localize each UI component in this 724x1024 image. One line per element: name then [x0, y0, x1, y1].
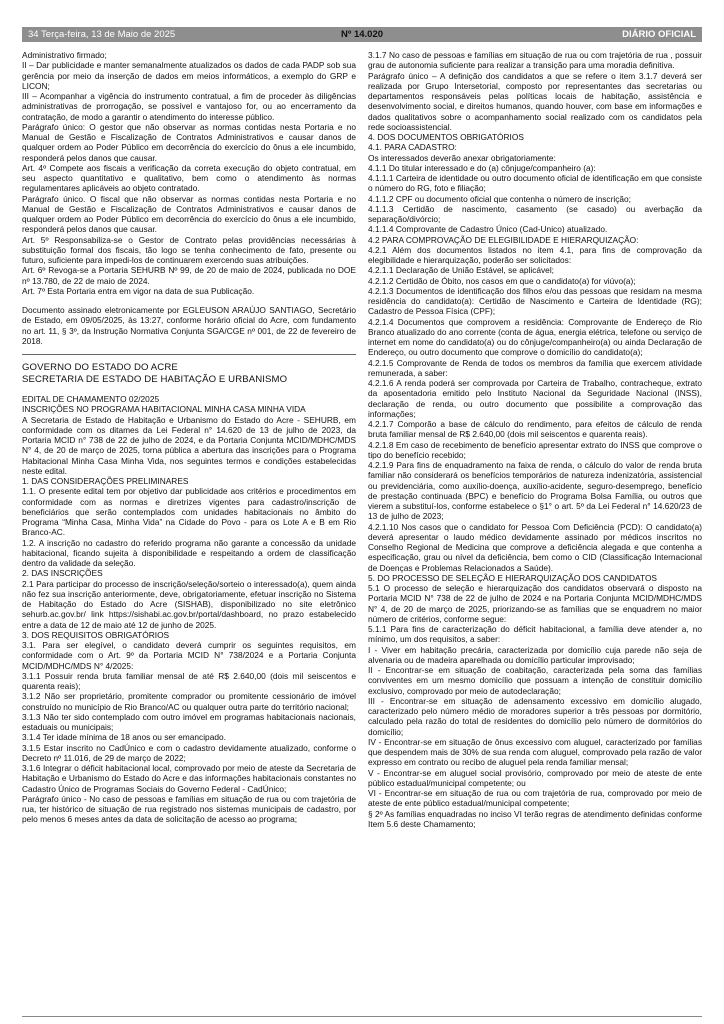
- paragraph: 3.1.6 Integrar o déficit habitacional local, comprovado por meio de ateste da Secretaria de Habitação e Urbanismo do Estado do Acre e das informações habitacionais constantes no Cadastro Único de Programas Sociais do Governo Federal - CadÚnico;: [22, 763, 356, 794]
- paragraph: 4.1.1.1 Carteira de identidade ou outro documento oficial de identificação em que consiste o número do RG, foto e filiação;: [368, 173, 702, 194]
- section-heading: 2. DAS INSCRIÇÕES: [22, 568, 103, 579]
- paragraph: 1.2. A inscrição no cadastro do referido programa não garante a concessão da unidade habitacional, ficando sujeita à disponibilidade e respeitando a ordem de classificação dentro da validade da seleção.: [22, 537, 356, 568]
- paragraph: 3.1.5 Estar inscrito no CadÚnico e com o cadastro devidamente atualizado, conforme o Decreto nº 11.016, de 29 de março de 2022;: [22, 742, 356, 763]
- paragraph: 3.1.2 Não ser proprietário, promitente comprador ou promitente cessionário de imóvel construído no município de Rio Branco/AC ou qualquer outra parte do território nacional;: [22, 691, 356, 712]
- paragraph: 3.1.1 Possuir renda bruta familiar mensal de até R$ 2.640,00 (dois mil seiscentos e quarenta reais);: [22, 670, 356, 691]
- edition-number: Nº 14.020: [340, 29, 384, 40]
- paragraph: 1.1. O presente edital tem por objetivo dar publicidade aos critérios e procedimentos em conformidade com as normas e diretrizes vigentes para cadastro/inscrição de beneficiários que serão contemplados com unidades habitacionais no âmbito do Programa “Minha Casa, Minha Vida” na Cidade do Povo - para os Lote A e B em Rio Branco-AC.: [22, 486, 356, 538]
- paragraph: 4.2.1 Além dos documentos listados no item 4.1, para fins de comprovação da elegibilidade e hierarquização, poderão ser solicitados:: [368, 244, 702, 265]
- section-heading: 1. DAS CONSIDERAÇÕES PRELIMINARES: [22, 476, 189, 486]
- edital-subtitle: INSCRIÇÕES NO PROGRAMA HABITACIONAL MINHA CASA MINHA VIDA: [22, 404, 306, 415]
- paragraph: 4.1.1.3 Certidão de nascimento, casamento (se casado) ou averbação da separação/divórcio;: [368, 203, 702, 224]
- paragraph: Parágrafo único. O fiscal que não observar as normas contidas nesta Portaria e no Manual de Gestão e Fiscalização de Contratos Administrativos e causar danos de qualquer ordem ao Poder Público em decorrência do exercício do ônus a ele incumbido, responderá pelos danos que causar.: [22, 193, 356, 235]
- paragraph: 4.2.1.6 A renda poderá ser comprovada por Carteira de Trabalho, contracheque, extrato da aposentadoria emitido pelo Instituto Nacional da Seguridade Nacional (INSS), declaração de renda, ou outro documento que possibilite a comprovação das informações;: [368, 378, 702, 419]
- paragraph: III - Encontrar-se em situação de adensamento excessivo em domicílio alugado, caracterizado pelo número médio de moradores superior a três pessoas por dormitório, calculado pela razão do total de residentes do domicílio pelo número de dormitórios do domicílio;: [368, 695, 702, 737]
- paragraph: 4.2.1.9 Para fins de enquadramento na faixa de renda, o cálculo do valor de renda bruta familiar não considerará os benefícios temporários de natureza indenizatória, assistencial ou previdenciária, como auxílio-doença, auxílio-acidente, seguro-desemprego, benefício de prestação continuada (BPC) e benefício do Programa Bolsa Família, ou outros que vierem a substituí-los, conforme estabelece o §1° o art. 5º da Lei Federal n° 14.620/23 de 13 de julho de 2023;: [368, 460, 702, 522]
- edital-title: EDITAL DE CHAMAMENTO 02/2025: [22, 394, 160, 404]
- paragraph: 4.2.1.7 Comporão a base de cálculo do rendimento, para efeitos de cálculo de renda bruta familiar mensal de R$ 2.640,00 (dois mil seiscentos e quarenta reais).: [368, 419, 702, 440]
- paragraph: 4.2.1.10 Nos casos que o candidato for Pessoa Com Deficiência (PCD): O candidato(a) deverá apresentar o laudo médico devidamente assinado por médicos inscritos no Conselho Regional de Medicina que comprove a deficiência alegada e que contenha a especificação, grau ou nível da deficiência, bem como o CID (Classificação Internacional de Doenças e Problemas Relacionados a Saúde).: [368, 521, 702, 573]
- paragraph: Art. 4º Compete aos fiscais a verificação da correta execução do objeto contratual, em seu aspecto quantitativo e qualitativo, bem como o atendimento às normas regulamentares aplicáveis ao objeto contratado.: [22, 162, 356, 194]
- page-header: [22, 27, 702, 42]
- paragraph: 3.1.7 No caso de pessoas e famílias em situação de rua ou com trajetória de rua , possuir grau de autonomia suficiente para realizar a transição para uma moradia definitiva.: [368, 50, 702, 71]
- paragraph: I - Viver em habitação precária, caracterizada por domicílio cuja parede não seja de alvenaria ou de madeira aparelhada ou domicílio particular improvisado;: [368, 644, 702, 665]
- paragraph: 4.1.1.4 Comprovante de Cadastro Único (Cad-Unico) atualizado.: [368, 224, 608, 235]
- paragraph: III – Acompanhar a vigência do instrumento contratual, a fim de proceder às diligências administrativas de prorrogação, se possível e vantajoso for, ou ao encerramento da contratação, de modo a garantir o atendimento do interesse público.: [22, 91, 356, 122]
- portaria-text: [22, 50, 356, 296]
- subsection-heading: 4.2 PARA COMPROVAÇÃO DE ELEGIBILIDADE E HIERARQUIZAÇÃO:: [368, 234, 639, 245]
- section-heading: 3. DOS REQUISITOS OBRIGATÓRIOS: [22, 629, 170, 640]
- paragraph: 3.1.4 Ter idade mínima de 18 anos ou ser emancipado.: [22, 732, 226, 743]
- paragraph: 4.2.1.1 Declaração de União Estável, se aplicável;: [368, 265, 554, 276]
- paragraph: Art. 6º Revoga-se a Portaria SEHURB Nº 99, de 20 de maio de 2024, publicada no DOE nº 13.780, de 22 de maio de 2024.: [22, 265, 356, 286]
- paragraph: Art. 5º Responsabiliza-se o Gestor de Contrato pelas providências necessárias à substituição formal dos fiscais, tão logo se tenha conhecimento de fato, presente ou futuro, suficiente para impedi-los de continuarem exercendo suas atribuições.: [22, 234, 356, 265]
- left-column: [22, 50, 356, 1012]
- page-date: 34 Terça-feira, 13 de Maio de 2025: [28, 29, 176, 40]
- signature-text: Documento assinado eletronicamente por EGLEUSON ARAÚJO SANTIAGO, Secretário de Estado, em 09/05/2025, às 13:27, conforme horário oficial do Acre, com fundamento no art. 11, § 3º, da Instrução Normativa Conjunta SGA/CGE nº 001, de 22 de fevereiro de 2018.: [22, 305, 356, 346]
- publication-title: DIÁRIO OFICIAL: [622, 29, 696, 40]
- paragraph: 4.1.1 Do titular interessado e do (a) cônjuge/companheiro (a):: [368, 162, 596, 173]
- section-heading: 4. DOS DOCUMENTOS OBRIGATÓRIOS: [368, 132, 524, 142]
- section-divider: [22, 354, 356, 355]
- paragraph: Parágrafo único - No caso de pessoas e famílias em situação de rua ou com trajetória de rua, ter histórico de situação de rua registrado nos sistemas municipais de cadastro, por pelo menos 6 meses antes da data de solicitação de acesso ao programa;: [22, 793, 356, 825]
- paragraph: Os interessados deverão anexar obrigatoriamente:: [368, 152, 556, 163]
- paragraph: 4.2.1.4 Documentos que comprovem a residência: Comprovante de Endereço de Rio Branco atualizado do ano corrente (conta de água, energia elétrica, telefone ou serviço de internet em nome do candidato(a) ou do cônjuge/companheiro(a) ou ainda Declaração de Endereço, ou outro documento que comprove o domicílio do candidato(a);: [368, 316, 702, 358]
- right-column: [368, 50, 702, 1012]
- paragraph: VI - Encontrar-se em situação de rua ou com trajetória de rua, comprovado por meio de ateste de ente público estadual/municipal competente;: [368, 788, 702, 809]
- paragraph: Art. 7º Esta Portaria entra em vigor na data de sua Publicação.: [22, 285, 255, 296]
- paragraph: 3.1.3 Não ter sido contemplado com outro imóvel em programas habitacionais nacionais, estaduais ou municipais;: [22, 711, 356, 732]
- edital-text: [22, 394, 356, 825]
- paragraph: 5.1 O processo de seleção e hierarquização dos candidatos observará o disposto na Portaria MCID N° 738 de 22 de julho de 2024 e na Portaria Conjunta MCID/MDHC/MDS N° 4, de 20 de março de 2025, priorizando-se as famílias que se enquadrem no maior número de critérios, conforme segue:: [368, 583, 702, 624]
- paragraph: II - Encontrar-se em situação de coabitação, caracterizada pela soma das famílias conviventes em um mesmo domicílio que possuam a intenção de constituir domicílio exclusivo, comprovado por meio de autodeclaração;: [368, 665, 702, 696]
- paragraph: Parágrafo único – A definição dos candidatos a que se refere o item 3.1.7 deverá ser realizada por Grupo Intersetorial, composto por representantes das secretarias ou departamentos responsáveis pelas políticas locais de habitação, assistência e desenvolvimento social, e direitos humanos, quando houver, com base em informações e dados qualitativos sobre o acompanhamento social realizado com os candidatos pela rede socioassistencial.: [368, 70, 702, 132]
- paragraph: § 2º As famílias enquadradas no inciso VI terão regras de atendimento definidas conforme Item 5.6 deste Chamamento;: [368, 808, 702, 829]
- paragraph: 5.1.1 Para fins de caracterização do déficit habitacional, a família deve atender a, no mínimo, um dos requisitos, a saber:: [368, 624, 702, 645]
- footer-rule: [22, 1016, 702, 1017]
- paragraph: A Secretaria de Estado de Habitação e Urbanismo do Estado do Acre - SEHURB, em conformidade com os ditames da Lei Federal n° 14.620 de 13 de julho de 2023, da Portaria MCID n° 738 de 22 de julho de 2024, e da Portaria Conjunta MCID/MDHC/MDS N° 4, de 20 de março de 2025, torna pública a abertura das inscrições para o Programa Habitacional Minha Casa Minha Vida, nos seguintes termos e condições estabelecidas neste edital.: [22, 414, 356, 476]
- paragraph: 2.1 Para participar do processo de inscrição/seleção/sorteio o interessado(a), quem ainda não fez sua inscrição anteriormente, deve, obrigatoriamente, efetuar inscrição no Sistema de Habitação do Estado do Acre (SISHAB), disponibilizado no site eletrônico sehurb.ac.gov.br/ link https://sishabi.ac.gov.br/portal/dashboard, no prazo estabelecido entre a data de 12 de maio até 12 de junho de 2025.: [22, 578, 356, 630]
- paragraph: Administrativo firmado;: [22, 50, 107, 60]
- paragraph: 4.2.1.2 Certidão de Óbito, nos casos em que o candidato(a) for viúvo(a);: [368, 275, 636, 286]
- section-heading: 5. DO PROCESSO DE SELEÇÃO E HIERARQUIZAÇÃO DOS CANDIDATOS: [368, 572, 657, 583]
- paragraph: 4.2.1.8 Em caso de recebimento de benefício apresentar extrato do INSS que comprove o tipo do benefício recebido;: [368, 439, 702, 460]
- paragraph: 4.2.1.5 Comprovante de Renda de todos os membros da família que exercem atividade remunerada, a saber:: [368, 357, 702, 378]
- paragraph: V - Encontrar-se em aluguel social provisório, comprovado por meio de ateste de ente público estadual/municipal competente; ou: [368, 767, 702, 788]
- government-heading: GOVERNO DO ESTADO DO ACRE: [22, 362, 178, 373]
- subsection-heading: 4.1. PARA CADASTRO:: [368, 142, 457, 153]
- paragraph: 4.1.1.2 CPF ou documento oficial que contenha o número de inscrição;: [368, 193, 631, 204]
- paragraph: II – Dar publicidade e manter semanalmente atualizados os dados de cada PADP sob sua gerência por meio da inserção de dados em meios informáticos, a exemplo do GRP e LICON;: [22, 60, 356, 91]
- paragraph: IV - Encontrar-se em situação de ônus excessivo com aluguel, caracterizado por famílias que despendem mais de 30% de sua renda com aluguel, comprovado pela razão de valor expresso em contrato ou recibo de aluguel pela renda familiar mensal;: [368, 736, 702, 768]
- paragraph: 4.2.1.3 Documentos de identificação dos filhos e/ou das pessoas que residam na mesma residência do candidato(a): Certidão de Nascimento e Carteira de Identidade (RG); Cadastro de Pessoa Física (CPF);: [368, 285, 702, 317]
- secretariat-heading: SECRETARIA DE ESTADO DE HABITAÇÃO E URBANISMO: [22, 373, 288, 385]
- paragraph: Parágrafo único: O gestor que não observar as normas contidas nesta Portaria e no Manual de Gestão e Fiscalização de Contratos Administrativos e causar danos de qualquer ordem ao Poder Público em decorrência do exercício do ônus a ele incumbido, responderá pelos danos que causar.: [22, 121, 356, 163]
- paragraph: 3.1. Para ser elegível, o candidato deverá cumprir os seguintes requisitos, em conformidade com o Art. 9º da Portaria MCID N° 738/2024 e a Portaria Conjunta MCID/MDHC/MDS N° 4/2025:: [22, 640, 356, 671]
